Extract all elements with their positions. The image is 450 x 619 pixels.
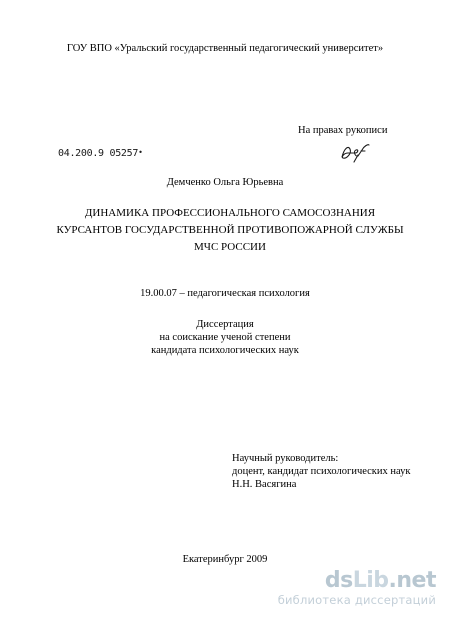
manuscript-rights-label: На правах рукописи — [298, 125, 388, 136]
supervisor-name: Н.Н. Васягина — [232, 479, 297, 490]
stamp-number: 04.200.9 05257 — [58, 148, 139, 159]
author-name: Демченко Ольга Юрьевна — [166, 177, 284, 188]
supervisor-block — [232, 452, 411, 491]
dslib-subtitle: библиотека диссертаций — [277, 593, 436, 607]
signature-image — [338, 141, 372, 163]
registration-stamp — [58, 148, 143, 159]
institution-name: ГОУ ВПО «Уральский государственный педагогический университет» — [66, 43, 384, 54]
stamp-mark: • — [138, 148, 143, 157]
city-year: Екатеринбург 2009 — [182, 554, 268, 565]
supervisor-label: Научный руководитель: — [232, 453, 339, 464]
specialty-code: 19.00.07 – педагогическая психология — [140, 288, 310, 299]
dissertation-title — [40, 205, 420, 256]
dslib-watermark[interactable] — [278, 569, 436, 607]
supervisor-position: доцент, кандидат психологических наук — [232, 466, 411, 477]
title-line-1: ДИНАМИКА ПРОФЕССИОНАЛЬНОГО САМОСОЗНАНИЯ — [84, 207, 376, 219]
title-line-2: КУРСАНТОВ ГОСУДАРСТВЕННОЙ ПРОТИВОПОЖАРНОЙ СЛУЖБЫ — [56, 224, 404, 236]
title-line-3: МЧС РОССИИ — [194, 241, 266, 253]
degree-line-2: на соискание ученой степени — [159, 332, 291, 343]
degree-line-1: Диссертация — [196, 319, 254, 330]
dslib-logo: dsLib.net — [324, 568, 436, 593]
degree-line-3: кандидата психологических наук — [151, 345, 299, 356]
